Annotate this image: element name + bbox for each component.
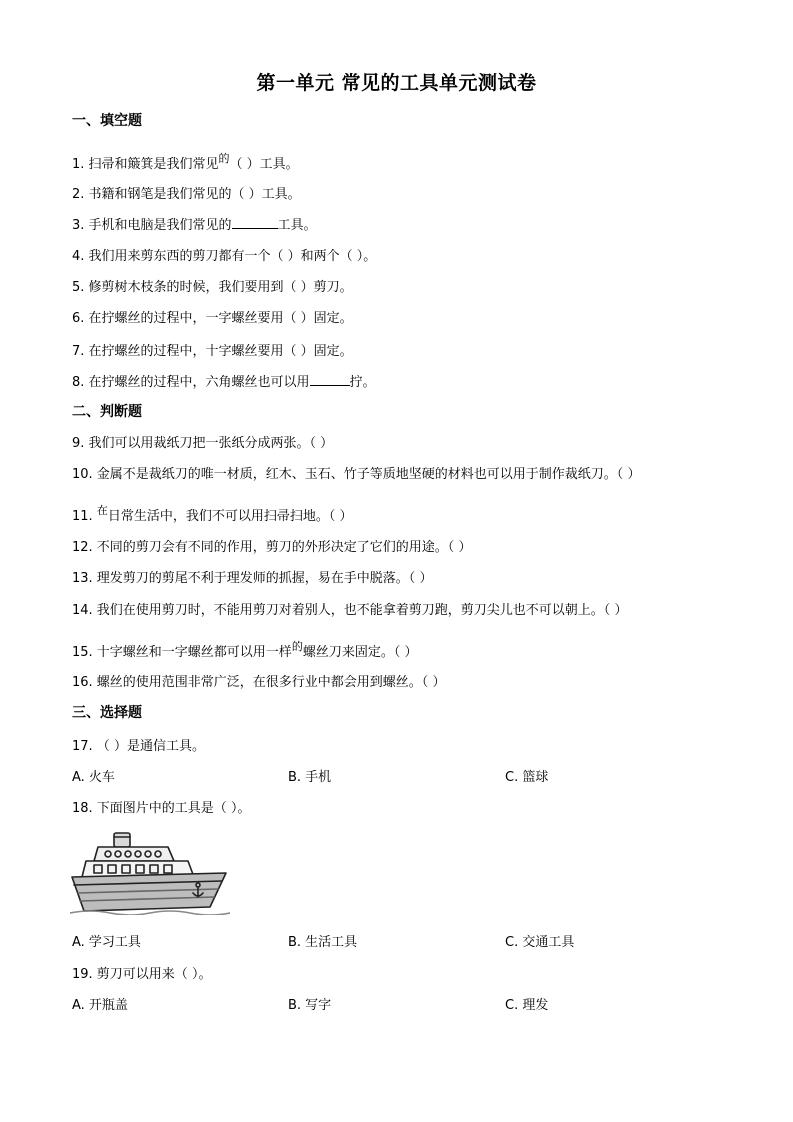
question-14: 14. 我们在使用剪刀时，不能用剪刀对着别人，也不能拿着剪刀跑，剪刀尖儿也不可以朝上。（ ） — [72, 603, 628, 618]
question-2: 2. 书籍和钢笔是我们常见的（ ）工具。 — [72, 187, 301, 202]
question-10: 10. 金属不是裁纸刀的唯一材质，红木、玉石、竹子等质地坚硬的材料也可以用于制作裁纸刀。（ ） — [72, 467, 641, 482]
section-choice-heading: 三、选择题 — [72, 705, 142, 721]
question-5: 5. 修剪树木枝条的时候，我们要用到（ ）剪刀。 — [72, 280, 353, 295]
section-judge-heading: 二、判断题 — [72, 404, 142, 420]
option-19-c[interactable]: C. 理发 — [505, 998, 549, 1013]
section-fill-heading: 一、填空题 — [72, 113, 142, 129]
question-15-tail: 螺丝刀来固定。（ ） — [302, 645, 418, 660]
ship-illustration — [70, 827, 230, 915]
question-1-tail: （ ）工具。 — [229, 157, 299, 172]
question-15-sup: 的 — [291, 640, 303, 653]
option-19-b[interactable]: B. 写字 — [288, 998, 332, 1013]
question-3-tail: 工具。 — [277, 218, 317, 233]
question-4: 4. 我们用来剪东西的剪刀都有一个（ ）和两个（ ）。 — [72, 249, 377, 264]
option-18-b[interactable]: B. 生活工具 — [288, 935, 358, 950]
answer-blank — [232, 216, 278, 229]
question-1-sup: 的 — [218, 152, 230, 165]
question-13: 13. 理发剪刀的剪尾不利于理发师的抓握，易在手中脱落。（ ） — [72, 571, 433, 586]
question-16: 16. 螺丝的使用范围非常广泛，在很多行业中都会用到螺丝。（ ） — [72, 675, 446, 690]
question-3 — [72, 214, 317, 233]
option-17-c[interactable]: C. 篮球 — [505, 770, 549, 785]
question-18: 18. 下面图片中的工具是（ ）。 — [72, 801, 251, 816]
question-15-text: 15. 十字螺丝和一字螺丝都可以用一样 — [72, 645, 292, 660]
question-3-text: 3. 手机和电脑是我们常见的 — [72, 218, 232, 233]
question-11 — [72, 502, 352, 524]
option-17-b[interactable]: B. 手机 — [288, 770, 332, 785]
question-8-tail: 拧。 — [349, 375, 376, 390]
question-11-text: 日常生活中，我们不可以用扫帚扫地。（ ） — [107, 509, 353, 524]
question-19: 19. 剪刀可以用来（ ）。 — [72, 967, 212, 982]
question-1-text: 1. 扫帚和簸箕是我们常见 — [72, 157, 219, 172]
question-15 — [72, 638, 417, 660]
question-6: 6. 在拧螺丝的过程中，一字螺丝要用（ ）固定。 — [72, 311, 353, 326]
question-1 — [72, 150, 299, 172]
question-9: 9. 我们可以用裁纸刀把一张纸分成两张。（ ） — [72, 436, 334, 451]
option-19-a[interactable]: A. 开瓶盖 — [72, 998, 128, 1013]
question-11-num: 11. — [72, 509, 97, 524]
question-11-sup: 在 — [96, 504, 108, 517]
option-17-a[interactable]: A. 火车 — [72, 770, 115, 785]
option-18-a[interactable]: A. 学习工具 — [72, 935, 141, 950]
answer-blank — [310, 373, 350, 386]
question-8-text: 8. 在拧螺丝的过程中，六角螺丝也可以用 — [72, 375, 310, 390]
question-12: 12. 不同的剪刀会有不同的作用，剪刀的外形决定了它们的用途。（ ） — [72, 540, 472, 555]
option-18-c[interactable]: C. 交通工具 — [505, 935, 575, 950]
question-7: 7. 在拧螺丝的过程中，十字螺丝要用（ ）固定。 — [72, 344, 353, 359]
page-title: 第一单元 常见的工具单元测试卷 — [256, 72, 537, 94]
question-17: 17. （ ）是通信工具。 — [72, 739, 205, 754]
question-8 — [72, 371, 376, 390]
